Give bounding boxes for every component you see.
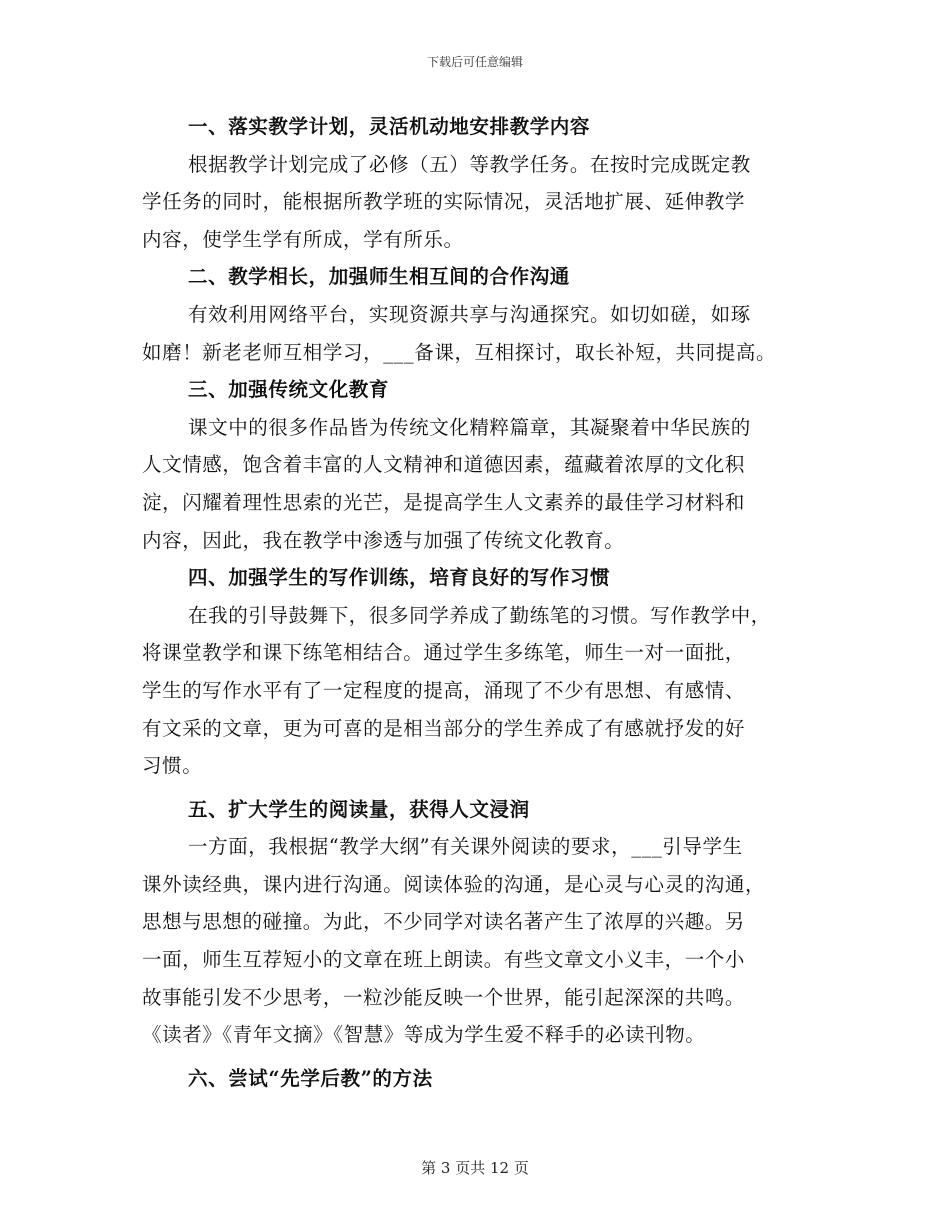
paragraph-line: 有文采的文章，更为可喜的是相当部分的学生养成了有感就抒发的好 xyxy=(142,716,746,740)
paragraph-line: 思想与思想的碰撞。为此，不少同学对读名著产生了浓厚的兴趣。另 xyxy=(142,910,746,934)
section-heading: 三、加强传统文化教育 xyxy=(188,378,390,402)
paragraph-line: 学生的写作水平有了一定程度的提高，涌现了不少有思想、有感情、 xyxy=(142,678,746,702)
paragraph-line: 习惯。 xyxy=(142,754,203,778)
paragraph-line: 一面，师生互荐短小的文章在班上朗读。有些文章文小义丰，一个小 xyxy=(142,948,746,972)
paragraph-line: 故事能引发不少思考，一粒沙能反映一个世界，能引起深深的共鸣。 xyxy=(142,985,746,1009)
section-heading: 二、教学相长，加强师生相互间的合作沟通 xyxy=(188,265,570,289)
page-footer: 第 3 页共 12 页 xyxy=(421,1159,529,1177)
paragraph-line: 《读者》《青年文摘》《智慧》等成为学生爱不释手的必读刊物。 xyxy=(142,1023,706,1047)
paragraph-line: 淀，闪耀着理性思索的光芒，是提高学生人文素养的最佳学习材料和 xyxy=(142,490,746,514)
section-heading: 五、扩大学生的阅读量，获得人文浸润 xyxy=(188,797,530,821)
paragraph-line: 如磨！新老老师互相学习，___备课，互相探讨，取长补短，共同提高。 xyxy=(142,340,777,364)
paragraph-line: 根据教学计划完成了必修（五）等教学任务。在按时完成既定教 xyxy=(188,152,751,176)
paragraph-line: 内容，因此，我在教学中渗透与加强了传统文化教育。 xyxy=(142,528,625,552)
section-heading: 六、尝试“先学后教”的方法 xyxy=(188,1066,433,1090)
paragraph-line: 内容，使学生学有所成，学有所乐。 xyxy=(142,227,464,251)
paragraph-line: 有效利用网络平台，实现资源共享与沟通探究。如切如磋，如琢 xyxy=(188,302,751,326)
page-header: 下载后可任意编辑 xyxy=(426,55,523,69)
section-heading: 一、落实教学计划，灵活机动地安排教学内容 xyxy=(188,115,591,138)
section-heading: 四、加强学生的写作训练，培育良好的写作习惯 xyxy=(188,566,611,590)
paragraph-line: 课外读经典，课内进行沟通。阅读体验的沟通，是心灵与心灵的沟通， xyxy=(142,872,766,896)
paragraph-line: 人文情感，饱含着丰富的人文精神和道德因素，蕴藏着浓厚的文化积 xyxy=(142,453,746,477)
paragraph-line: 一方面，我根据“教学大纲”有关课外阅读的要求，___引导学生 xyxy=(188,835,743,859)
paragraph-line: 课文中的很多作品皆为传统文化精粹篇章，其凝聚着中华民族的 xyxy=(188,415,751,439)
paragraph-line: 在我的引导鼓舞下，很多同学养成了勤练笔的习惯。写作教学中， xyxy=(188,603,771,627)
paragraph-line: 将课堂教学和课下练笔相结合。通过学生多练笔，师生一对一面批， xyxy=(142,641,746,665)
paragraph-line: 学任务的同时，能根据所教学班的实际情况，灵活地扩展、延伸教学 xyxy=(142,190,746,214)
document-body xyxy=(142,108,822,1097)
